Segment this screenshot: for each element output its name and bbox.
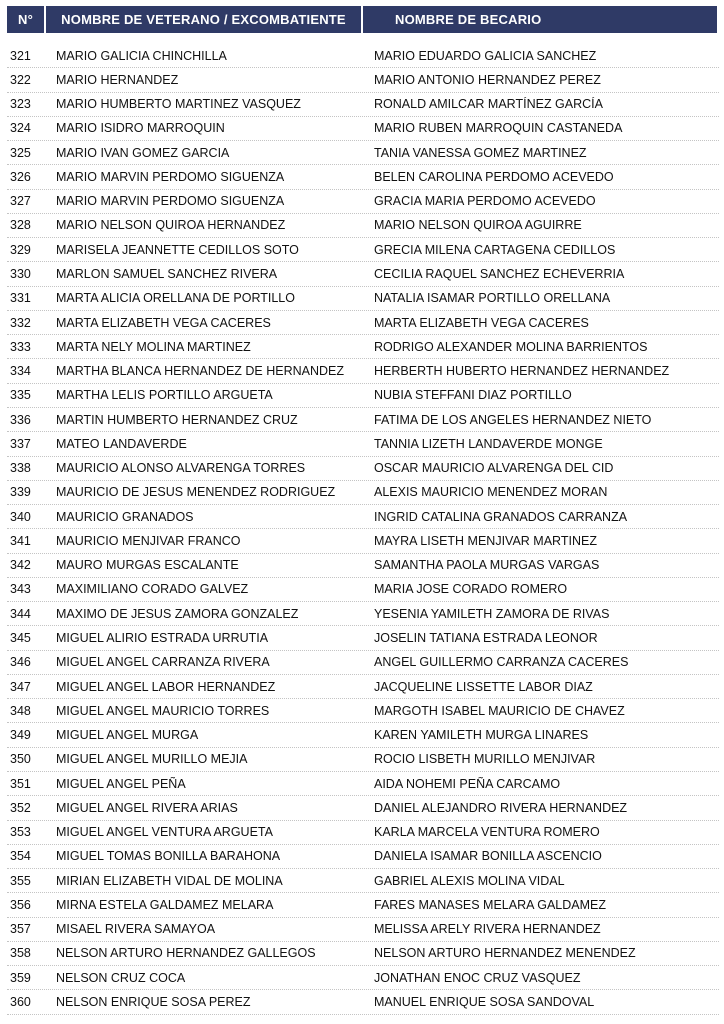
veteran-name: MARTA ALICIA ORELLANA DE PORTILLO <box>56 291 295 306</box>
veteran-name: NELSON ENRIQUE SOSA PEREZ <box>56 994 251 1009</box>
table-row <box>7 262 719 286</box>
becario-name: GRECIA MILENA CARTAGENA CEDILLOS <box>374 242 616 257</box>
becario-name: MARIA JOSE CORADO ROMERO <box>374 582 568 597</box>
row-number: 326 <box>10 169 31 184</box>
table-body <box>7 44 719 1015</box>
table-row <box>7 845 719 869</box>
row-number: 325 <box>10 145 31 160</box>
veteran-name: MIGUEL ALIRIO ESTRADA URRUTIA <box>56 631 269 645</box>
becario-name: AIDA NOHEMI PEÑA CARCAMO <box>374 776 561 791</box>
row-number: 331 <box>10 291 31 306</box>
becario-name: MELISSA ARELY RIVERA HERNANDEZ <box>374 922 601 937</box>
row-number: 337 <box>10 436 31 451</box>
row-number: 340 <box>10 509 31 524</box>
veteran-name: MIGUEL ANGEL VENTURA ARGUETA <box>56 825 273 840</box>
row-number: 360 <box>10 994 31 1009</box>
veteran-name: NELSON ARTURO HERNANDEZ GALLEGOS <box>56 946 316 961</box>
row-number: 338 <box>10 461 31 476</box>
row-number: 321 <box>10 48 31 63</box>
row-number: 345 <box>10 631 31 645</box>
row-number: 333 <box>10 339 31 354</box>
table-row <box>7 457 719 481</box>
becario-name: TANNIA LIZETH LANDAVERDE MONGE <box>374 436 603 451</box>
row-number: 352 <box>10 800 31 815</box>
table-row <box>7 990 719 1014</box>
becario-name: NUBIA STEFFANI DIAZ PORTILLO <box>374 388 572 403</box>
table-row <box>7 481 719 505</box>
table-row <box>7 505 719 529</box>
veteran-name: MARIO NELSON QUIROA HERNANDEZ <box>56 218 286 233</box>
becario-name: FARES MANASES MELARA GALDAMEZ <box>374 897 607 912</box>
becario-name: GABRIEL ALEXIS MOLINA VIDAL <box>374 873 565 888</box>
veteran-name: MIGUEL ANGEL MURGA <box>56 728 199 743</box>
table-row <box>7 748 719 772</box>
becario-name: KARLA MARCELA VENTURA ROMERO <box>374 825 600 840</box>
table-row <box>7 165 719 189</box>
veteran-name: MARTA NELY MOLINA MARTINEZ <box>56 339 251 354</box>
row-number: 351 <box>10 776 31 791</box>
veteran-name: MARTA ELIZABETH VEGA CACERES <box>56 315 271 330</box>
table-row <box>7 626 719 650</box>
table-row <box>7 602 719 626</box>
row-number: 347 <box>10 679 31 694</box>
becario-name: RONALD AMILCAR MARTÍNEZ GARCÍA <box>374 97 603 112</box>
row-number: 346 <box>10 655 31 670</box>
table-row <box>7 942 719 966</box>
becario-name: TANIA VANESSA GOMEZ MARTINEZ <box>374 145 587 160</box>
veteran-name: MARIO MARVIN PERDOMO SIGUENZA <box>56 194 285 209</box>
row-number: 343 <box>10 582 31 597</box>
row-number: 341 <box>10 533 31 548</box>
becario-name: RODRIGO ALEXANDER MOLINA BARRIENTOS <box>374 339 648 354</box>
veteran-name: MARIO HUMBERTO MARTINEZ VASQUEZ <box>56 97 301 112</box>
row-number: 355 <box>10 873 31 888</box>
veteran-name: MATEO LANDAVERDE <box>56 436 187 451</box>
veteran-name: MIGUEL ANGEL MURILLO MEJIA <box>56 752 248 767</box>
veteran-name: MARLON SAMUEL SANCHEZ RIVERA <box>56 267 278 282</box>
becario-name: ROCIO LISBETH MURILLO MENJIVAR <box>374 752 596 767</box>
becario-name: MAYRA LISETH MENJIVAR MARTINEZ <box>374 533 597 548</box>
table-row <box>7 238 719 262</box>
table-row <box>7 918 719 942</box>
veteran-name: MIRNA ESTELA GALDAMEZ MELARA <box>56 897 274 912</box>
veteran-name: MAXIMILIANO CORADO GALVEZ <box>56 582 249 597</box>
row-number: 322 <box>10 72 31 87</box>
row-number: 356 <box>10 897 31 912</box>
becario-name: MARGOTH ISABEL MAURICIO DE CHAVEZ <box>374 703 625 718</box>
veteran-name: MIGUEL ANGEL RIVERA ARIAS <box>56 800 238 815</box>
table-row <box>7 359 719 383</box>
row-number: 359 <box>10 970 31 985</box>
becario-name: MARIO ANTONIO HERNANDEZ PEREZ <box>374 72 601 87</box>
table-row <box>7 869 719 893</box>
becario-name: OSCAR MAURICIO ALVARENGA DEL CID <box>374 461 614 476</box>
veteran-name: MIRIAN ELIZABETH VIDAL DE MOLINA <box>56 873 283 888</box>
row-number: 336 <box>10 412 31 427</box>
veteran-name: MARIO MARVIN PERDOMO SIGUENZA <box>56 169 285 184</box>
veteran-name: MIGUEL ANGEL CARRANZA RIVERA <box>56 655 270 670</box>
becario-name: MARIO NELSON QUIROA AGUIRRE <box>374 218 582 233</box>
becario-name: NATALIA ISAMAR PORTILLO ORELLANA <box>374 291 611 306</box>
row-number: 327 <box>10 194 31 209</box>
row-number: 349 <box>10 728 31 743</box>
row-number: 324 <box>10 121 31 136</box>
becario-name: CECILIA RAQUEL SANCHEZ ECHEVERRIA <box>374 267 625 282</box>
becario-name: YESENIA YAMILETH ZAMORA DE RIVAS <box>374 606 610 621</box>
becario-name: MANUEL ENRIQUE SOSA SANDOVAL <box>374 994 595 1009</box>
veteran-name: MIGUEL ANGEL LABOR HERNANDEZ <box>56 679 276 694</box>
becario-name: INGRID CATALINA GRANADOS CARRANZA <box>374 509 628 524</box>
veteran-name: MARTIN HUMBERTO HERNANDEZ CRUZ <box>56 412 298 427</box>
header-veteran-name: NOMBRE DE VETERANO / EXCOMBATIENTE <box>46 6 363 33</box>
table-row <box>7 68 719 92</box>
table-row <box>7 772 719 796</box>
table-row <box>7 578 719 602</box>
becario-name: MARIO EDUARDO GALICIA SANCHEZ <box>374 48 597 63</box>
veteran-name: MIGUEL ANGEL MAURICIO TORRES <box>56 703 270 718</box>
row-number: 350 <box>10 752 31 767</box>
becario-name: SAMANTHA PAOLA MURGAS VARGAS <box>374 558 600 573</box>
row-number: 348 <box>10 703 31 718</box>
table-row <box>7 651 719 675</box>
row-number: 329 <box>10 242 31 257</box>
veteran-name: MISAEL RIVERA SAMAYOA <box>56 922 216 937</box>
row-number: 328 <box>10 218 31 233</box>
becario-name: ANGEL GUILLERMO CARRANZA CACERES <box>374 655 629 670</box>
becario-name: BELEN CAROLINA PERDOMO ACEVEDO <box>374 169 614 184</box>
becario-name: DANIEL ALEJANDRO RIVERA HERNANDEZ <box>374 800 628 815</box>
becario-name: GRACIA MARIA PERDOMO ACEVEDO <box>374 194 596 209</box>
row-number: 354 <box>10 849 31 864</box>
table-row <box>7 529 719 553</box>
veteran-name: MAURO MURGAS ESCALANTE <box>56 558 239 573</box>
row-number: 339 <box>10 485 31 500</box>
table-row <box>7 311 719 335</box>
veteran-name: MAURICIO ALONSO ALVARENGA TORRES <box>56 461 306 476</box>
row-number: 332 <box>10 315 31 330</box>
table-row <box>7 141 719 165</box>
becario-name: JONATHAN ENOC CRUZ VASQUEZ <box>374 970 581 985</box>
row-number: 334 <box>10 364 31 379</box>
becario-name: ALEXIS MAURICIO MENENDEZ MORAN <box>374 485 608 500</box>
becario-name: MARIO RUBEN MARROQUIN CASTANEDA <box>374 121 623 136</box>
row-number: 344 <box>10 606 31 621</box>
veteran-name: MARTHA LELIS PORTILLO ARGUETA <box>56 388 273 403</box>
becario-name: HERBERTH HUBERTO HERNANDEZ HERNANDEZ <box>374 364 670 379</box>
table-row <box>7 287 719 311</box>
row-number: 358 <box>10 946 31 961</box>
becario-name: DANIELA ISAMAR BONILLA ASCENCIO <box>374 849 602 864</box>
becario-name: JACQUELINE LISSETTE LABOR DIAZ <box>374 679 593 694</box>
table-row <box>7 821 719 845</box>
becario-name: KAREN YAMILETH MURGA LINARES <box>374 728 589 743</box>
table-header <box>7 6 717 33</box>
table-row <box>7 190 719 214</box>
veteran-name: MAURICIO DE JESUS MENENDEZ RODRIGUEZ <box>56 485 336 500</box>
table-row <box>7 335 719 359</box>
table-row <box>7 723 719 747</box>
row-number: 323 <box>10 97 31 112</box>
becario-name: JOSELIN TATIANA ESTRADA LEONOR <box>374 631 598 645</box>
table-row <box>7 893 719 917</box>
veteran-name: MARIO GALICIA CHINCHILLA <box>56 48 227 63</box>
veteran-name: MARISELA JEANNETTE CEDILLOS SOTO <box>56 242 299 257</box>
table-row <box>7 408 719 432</box>
veteran-name: MARIO HERNANDEZ <box>56 72 179 87</box>
becario-name: MARTA ELIZABETH VEGA CACERES <box>374 315 589 330</box>
row-number: 357 <box>10 922 31 937</box>
table-row <box>7 93 719 117</box>
veteran-name: MAURICIO GRANADOS <box>56 509 194 524</box>
table-row <box>7 554 719 578</box>
veteran-name: NELSON CRUZ COCA <box>56 970 186 985</box>
table-row <box>7 966 719 990</box>
table-row <box>7 384 719 408</box>
table-row <box>7 432 719 456</box>
veteran-name: MAURICIO MENJIVAR FRANCO <box>56 533 241 548</box>
row-number: 330 <box>10 267 31 282</box>
becario-name: FATIMA DE LOS ANGELES HERNANDEZ NIETO <box>374 412 652 427</box>
table-row <box>7 675 719 699</box>
row-number: 335 <box>10 388 31 403</box>
row-number: 342 <box>10 558 31 573</box>
table-row <box>7 44 719 68</box>
table-row <box>7 796 719 820</box>
veteran-name: MAXIMO DE JESUS ZAMORA GONZALEZ <box>56 606 299 621</box>
veteran-name: MARIO IVAN GOMEZ GARCIA <box>56 145 230 160</box>
table-row <box>7 699 719 723</box>
veteran-name: MIGUEL TOMAS BONILLA BARAHONA <box>56 849 281 864</box>
table-row <box>7 214 719 238</box>
table-row <box>7 117 719 141</box>
becario-name: NELSON ARTURO HERNANDEZ MENENDEZ <box>374 946 636 961</box>
veteran-name: MARTHA BLANCA HERNANDEZ DE HERNANDEZ <box>56 364 345 379</box>
header-becario-name: NOMBRE DE BECARIO <box>395 12 542 27</box>
header-number: N° <box>7 6 46 33</box>
row-number: 353 <box>10 825 31 840</box>
veteran-name: MARIO ISIDRO MARROQUIN <box>56 121 225 136</box>
veteran-name: MIGUEL ANGEL PEÑA <box>56 776 186 791</box>
